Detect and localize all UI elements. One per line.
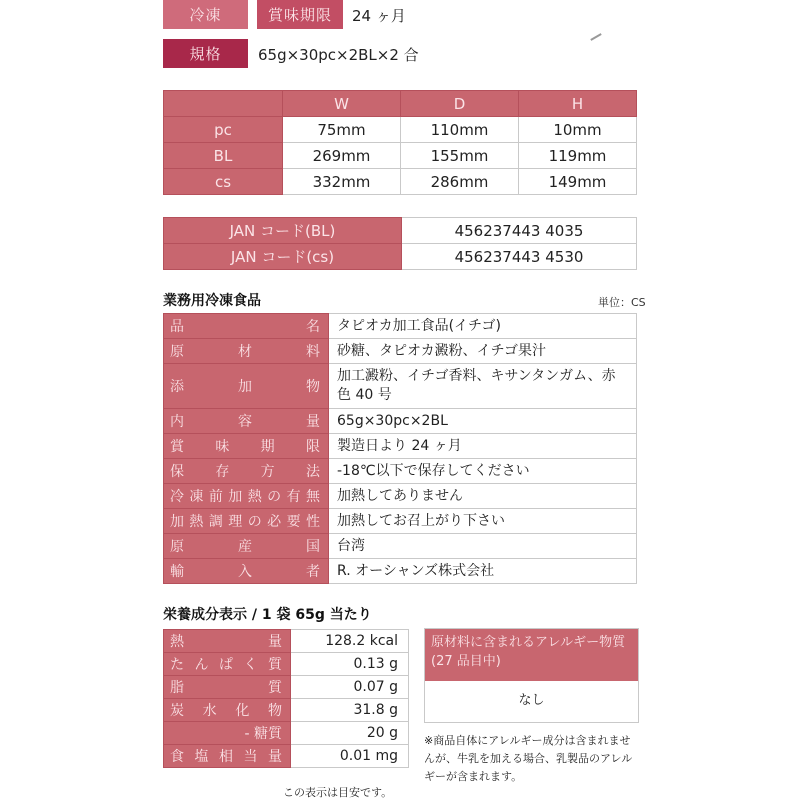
table-row (164, 364, 637, 409)
nutrient-value: 0.01 mg (291, 745, 409, 768)
table-row (164, 745, 409, 768)
dimensions-table (163, 90, 637, 195)
table-row (164, 409, 637, 434)
dimensions-header-w: W (283, 91, 401, 117)
table-row (164, 484, 637, 509)
jan-label: JAN コード(cs) (164, 244, 402, 270)
spec-label-tag: 規格 (163, 39, 248, 68)
row-value: 加熱してありません (329, 484, 637, 509)
jan-value: 456237443 4035 (402, 218, 637, 244)
nutrient-label: 食塩相当量 (164, 745, 291, 768)
row-label: 賞味期限 (164, 434, 329, 459)
row-value: 製造日より 24 ヶ月 (329, 434, 637, 459)
table-row (164, 534, 637, 559)
nutrient-label: 脂質 (164, 676, 291, 699)
dimensions-header-row (164, 91, 637, 117)
table-row (164, 314, 637, 339)
row-value: 台湾 (329, 534, 637, 559)
nutrition-note: この表示は目安です。 (283, 786, 393, 799)
dimensions-header-corner (164, 91, 283, 117)
nutrient-label: 熱量 (164, 630, 291, 653)
expiry-label-tag: 賞味期限 (257, 0, 343, 29)
nutrient-value: 0.07 g (291, 676, 409, 699)
jan-label: JAN コード(BL) (164, 218, 402, 244)
table-row (164, 676, 409, 699)
nutrition-title: 栄養成分表示 / 1 袋 65g 当たり (163, 607, 372, 623)
table-row (164, 244, 637, 270)
row-value: タピオカ加工食品(イチゴ) (329, 314, 637, 339)
spec-section-title: 業務用冷凍食品 (163, 293, 261, 309)
table-row (164, 117, 637, 143)
allergy-value: なし (518, 693, 545, 708)
table-row (164, 630, 409, 653)
row-label: 内容量 (164, 409, 329, 434)
nutrient-label: - 糖質 (164, 722, 291, 745)
table-row (164, 699, 409, 722)
row-label: 添加物 (164, 364, 329, 409)
row-value: 加熱してお召上がり下さい (329, 509, 637, 534)
dimensions-header-h: H (519, 91, 637, 117)
table-row (164, 339, 637, 364)
expiry-value: 24 ヶ月 (352, 7, 406, 25)
dimensions-header-d: D (401, 91, 519, 117)
row-value: -18℃以下で保存してください (329, 459, 637, 484)
row-label: BL (164, 143, 283, 169)
nutrient-label: たんぱく質 (164, 653, 291, 676)
table-row (164, 434, 637, 459)
table-row (164, 653, 409, 676)
cell-w: 75mm (283, 117, 401, 143)
cell-d: 110mm (401, 117, 519, 143)
nutrient-value: 31.8 g (291, 699, 409, 722)
allergy-note: ※商品自体にアレルギー成分は含まれませんが、牛乳を加える場合、乳製品のアレルギーが含まれます。 (424, 734, 633, 783)
allergy-box (424, 628, 639, 723)
spec-value: 65g×30pc×2BL×2 合 (258, 46, 419, 64)
cell-h: 10mm (519, 117, 637, 143)
cell-w: 332mm (283, 169, 401, 195)
row-value: 加工澱粉、イチゴ香料、キサンタンガム、赤色 40 号 (329, 364, 637, 409)
nutrient-label: 炭水化物 (164, 699, 291, 722)
frozen-tag: 冷凍 (163, 0, 248, 29)
product-spec-table (163, 313, 637, 584)
cell-h: 149mm (519, 169, 637, 195)
table-row (164, 143, 637, 169)
nutrient-value: 20 g (291, 722, 409, 745)
row-label: pc (164, 117, 283, 143)
nutrient-value: 128.2 kcal (291, 630, 409, 653)
row-label: 加熱調理の必要性 (164, 509, 329, 534)
row-label: 原材料 (164, 339, 329, 364)
jan-value: 456237443 4530 (402, 244, 637, 270)
table-row (164, 509, 637, 534)
table-row (164, 218, 637, 244)
nutrient-value: 0.13 g (291, 653, 409, 676)
stray-mark (590, 33, 601, 41)
row-label: 保存方法 (164, 459, 329, 484)
cell-d: 286mm (401, 169, 519, 195)
table-row (164, 722, 409, 745)
row-label: cs (164, 169, 283, 195)
row-value: 砂糖、タピオカ澱粉、イチゴ果汁 (329, 339, 637, 364)
cell-h: 119mm (519, 143, 637, 169)
row-label: 品名 (164, 314, 329, 339)
allergy-heading: 原材料に含まれるアレルギー物質(27 品目中) (425, 629, 638, 681)
table-row (164, 169, 637, 195)
row-label: 原産国 (164, 534, 329, 559)
nutrition-table (163, 629, 409, 768)
cell-w: 269mm (283, 143, 401, 169)
row-value: R. オーシャンズ株式会社 (329, 559, 637, 584)
cell-d: 155mm (401, 143, 519, 169)
row-value: 65g×30pc×2BL (329, 409, 637, 434)
jan-code-table (163, 217, 637, 270)
unit-label: 単位：CS (598, 296, 646, 309)
row-label: 輸入者 (164, 559, 329, 584)
row-label: 冷凍前加熱の有無 (164, 484, 329, 509)
table-row (164, 459, 637, 484)
table-row (164, 559, 637, 584)
